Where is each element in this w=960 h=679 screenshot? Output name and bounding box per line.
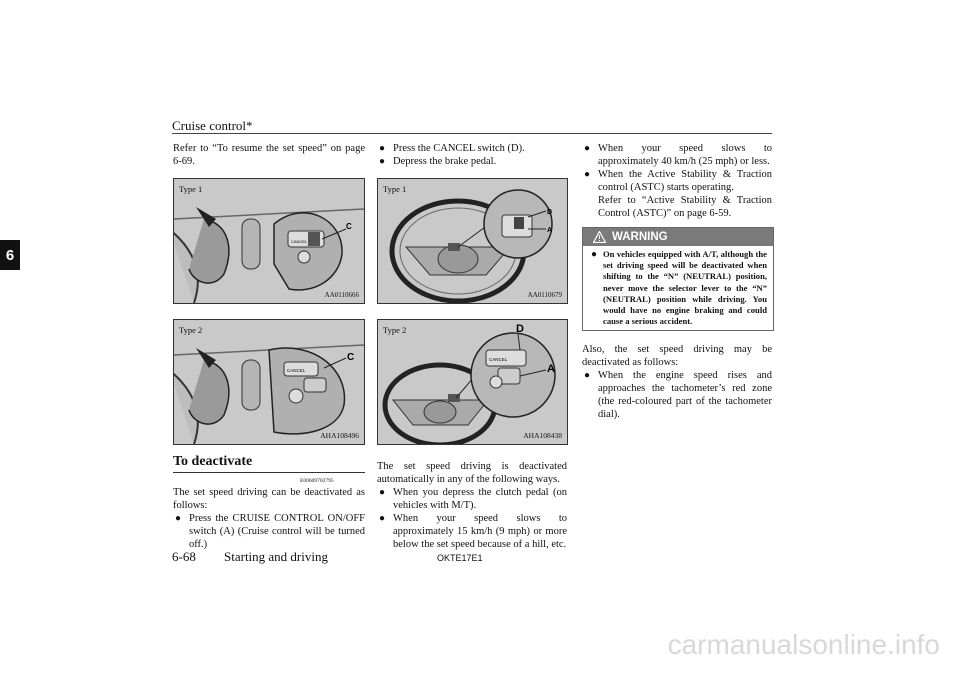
bullet-icon: ●: [584, 169, 591, 180]
list-item: ● When your speed slows to approximately 40 km/h (25 mph) or less.: [584, 143, 772, 167]
warning-box: [582, 227, 774, 331]
figure-code: AHA108496: [320, 431, 359, 440]
figure-type1-steering-switch: [173, 178, 365, 304]
list-item: ● On vehicles equipped with A/T, although the set driving speed will be deactivated when shifting to the “N” (NEUTRAL) position, never move the selector lever to the “N” (NEUTRAL) position while driving. You would have no engine braking and could cause a serious accident.: [591, 249, 767, 327]
list-item: ● When the Active Stability & Traction control (ASTC) starts operating.: [584, 169, 772, 193]
warning-body: [583, 246, 773, 327]
bullet-icon: ●: [379, 513, 386, 524]
figure-label: Type 2: [179, 325, 203, 335]
figure-code: AA0110666: [324, 291, 359, 299]
callout-a: A: [547, 227, 553, 234]
callout-d: D: [547, 209, 553, 216]
figure-label: Type 1: [383, 184, 407, 194]
callout-a: A: [547, 363, 555, 375]
list-item: ● When you depress the clutch pedal (on vehicles with M/T).: [379, 487, 567, 511]
watermark: carmanualsonline.info: [667, 629, 940, 660]
figure-code: AHA108438: [523, 431, 562, 440]
list-item: ● When the engine speed rises and approaches the tachometer’s red zone (the red-coloured part of the tachometer dial).: [584, 370, 772, 420]
bullet-list: [173, 512, 365, 551]
bullet-list: [582, 142, 772, 220]
steering-wheel-illustration: [378, 179, 567, 303]
warning-triangle-icon: [593, 231, 606, 243]
list-item: ● When your speed slows to approximately 15 km/h (9 mph) or more below the set speed because of a hill, etc.: [379, 513, 567, 550]
running-header: Cruise control*: [172, 118, 253, 133]
callout-d: D: [516, 323, 524, 335]
bullet-list: [377, 486, 567, 551]
bullet-icon: ●: [379, 143, 386, 154]
chapter-tab: 6: [0, 240, 20, 270]
warning-title: WARNING: [612, 231, 668, 243]
steering-wheel-illustration: [378, 320, 567, 444]
figure-type2-steering-wheel: [377, 319, 568, 445]
cancel-text: CANCEL: [489, 357, 508, 362]
list-item: ● Depress the brake pedal.: [379, 156, 497, 167]
deactivate-intro: The set speed driving can be deactivated as follows:: [173, 487, 365, 511]
auto-deactivate-intro: The set speed driving is deactivated automatically in any of the following ways.: [377, 461, 567, 485]
section-title: To deactivate: [173, 454, 365, 473]
cancel-text: CANCEL: [287, 368, 306, 373]
warning-header: [583, 228, 773, 246]
bullet-icon: ●: [584, 370, 591, 381]
cross-reference: Refer to “Active Stability & Traction Control (ASTC)” on page 6-59.: [598, 195, 772, 219]
bullet-icon: ●: [584, 143, 591, 154]
bullet-icon: ●: [379, 156, 386, 167]
bullet-list: [582, 369, 772, 421]
document-code: OKTE17E1: [437, 553, 483, 563]
bullet-icon: ●: [591, 249, 598, 260]
callout-c: C: [346, 222, 352, 231]
section-code: E00609702795: [300, 478, 334, 484]
intro-text: Refer to “To resume the set speed” on page 6-69.: [173, 143, 365, 167]
steering-switch-illustration: [174, 179, 364, 303]
list-item: ● Press the CANCEL switch (D).: [379, 143, 525, 154]
bullet-icon: ●: [379, 487, 386, 498]
figure-label: Type 1: [179, 184, 203, 194]
cancel-text: CANCEL: [291, 239, 308, 244]
steering-switch-illustration: [174, 320, 364, 444]
figure-label: Type 2: [383, 325, 407, 335]
header-rule: [172, 133, 772, 134]
page-number: 6-68: [172, 549, 196, 564]
list-item: ● Press the CRUISE CONTROL ON/OFF switch (A) (Cruise control will be turned off.): [175, 513, 365, 550]
also-deactivate-intro: Also, the set speed driving may be deactivated as follows:: [582, 344, 772, 368]
bullet-list: [377, 142, 567, 168]
figure-type1-steering-wheel: [377, 178, 568, 304]
figure-type2-steering-switch: [173, 319, 365, 445]
footer-section: Starting and driving: [224, 549, 328, 564]
callout-c: C: [347, 352, 355, 363]
figure-code: AA0110679: [527, 291, 562, 299]
bullet-icon: ●: [175, 513, 182, 524]
